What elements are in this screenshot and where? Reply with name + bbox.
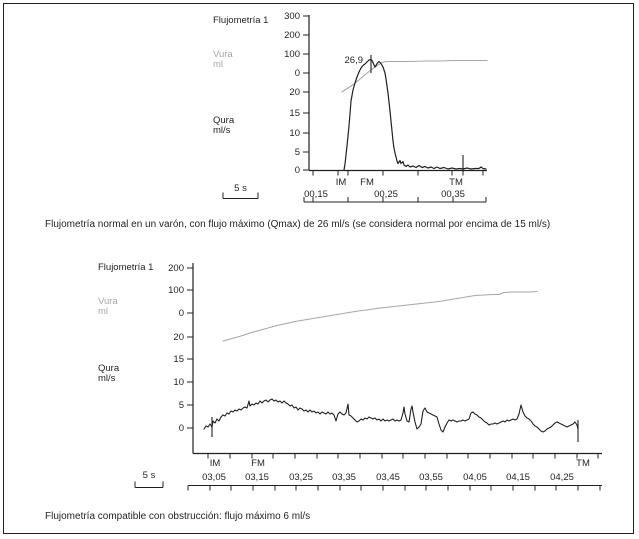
y-tick-label: 0	[178, 423, 184, 434]
flow-axis-unit: ml/s	[98, 373, 116, 384]
axis-marker-label: IM	[335, 177, 347, 188]
chart1-flow-axis-label	[213, 116, 234, 136]
qmax-annotation-label: 26,9	[344, 55, 363, 66]
y-tick-label: 20	[289, 87, 300, 98]
time-tick-label: 03,25	[289, 472, 313, 483]
scale-bar-label: 5 s	[234, 183, 247, 194]
y-tick-label: 300	[284, 11, 300, 22]
y-tick-label: 0	[178, 308, 184, 319]
y-tick-label: 10	[173, 377, 184, 388]
time-tick-label: 03,35	[332, 472, 356, 483]
flow-curve	[344, 60, 486, 171]
scale-bar-label: 5 s	[142, 470, 156, 481]
y-tick-label: 100	[284, 49, 300, 60]
volume-curve	[223, 292, 537, 342]
chart2-volume-axis-label	[98, 297, 118, 317]
time-tick-label: 04,15	[506, 472, 530, 483]
y-tick-label: 5	[178, 400, 184, 411]
time-tick-label: 03,05	[202, 472, 226, 483]
time-tick-label: 00,15	[304, 189, 328, 200]
flow-curve	[204, 399, 578, 432]
axis-marker-label: FM	[360, 177, 374, 188]
y-tick-label: 0	[294, 165, 300, 176]
time-tick-label: 00,35	[441, 189, 465, 200]
y-tick-label: 10	[289, 128, 300, 139]
y-tick-label: 200	[168, 263, 184, 274]
time-tick-label: 00,25	[374, 189, 398, 200]
axis-marker-label: TM	[576, 458, 590, 469]
y-tick-label: 20	[173, 332, 184, 343]
time-tick-label: 04,05	[463, 472, 487, 483]
y-tick-label: 0	[294, 68, 300, 79]
axis-marker-label: IM	[209, 458, 221, 469]
time-tick-label: 03,15	[245, 472, 269, 483]
caption-obstruction-flowmetry: Flujometría compatible con obstrucción: flujo máximo 6 ml/s	[45, 511, 311, 522]
y-tick-label: 200	[284, 30, 300, 41]
axis-marker-label: FM	[251, 458, 265, 469]
volume-axis-name: Vura	[213, 49, 233, 60]
flow-axis-name: Qura	[213, 115, 235, 126]
time-tick-label: 04,25	[550, 472, 574, 483]
y-tick-label: 15	[289, 108, 300, 119]
caption-normal-flowmetry: Flujometría normal en un varón, con flujo máximo (Qmax) de 26 ml/s (se considera normal por encima de 15 ml/s)	[45, 219, 551, 230]
volume-axis-unit: ml	[213, 59, 224, 70]
volume-axis-unit: ml	[98, 306, 109, 317]
volume-axis-name: Vura	[98, 296, 118, 307]
axis-marker-label: TM	[449, 177, 463, 188]
y-tick-label: 100	[168, 285, 184, 296]
chart2-flow-axis-label	[98, 364, 119, 384]
chart2-title: Flujometría 1	[98, 262, 154, 273]
time-tick-label: 03,45	[376, 472, 400, 483]
flow-axis-unit: ml/s	[213, 125, 231, 136]
chart1-title: Flujometría 1	[213, 15, 269, 26]
time-tick-label: 03,55	[419, 472, 443, 483]
flow-axis-name: Qura	[98, 363, 120, 374]
y-tick-label: 15	[173, 354, 184, 365]
y-tick-label: 5	[294, 147, 300, 158]
chart1-volume-axis-label	[213, 50, 233, 70]
